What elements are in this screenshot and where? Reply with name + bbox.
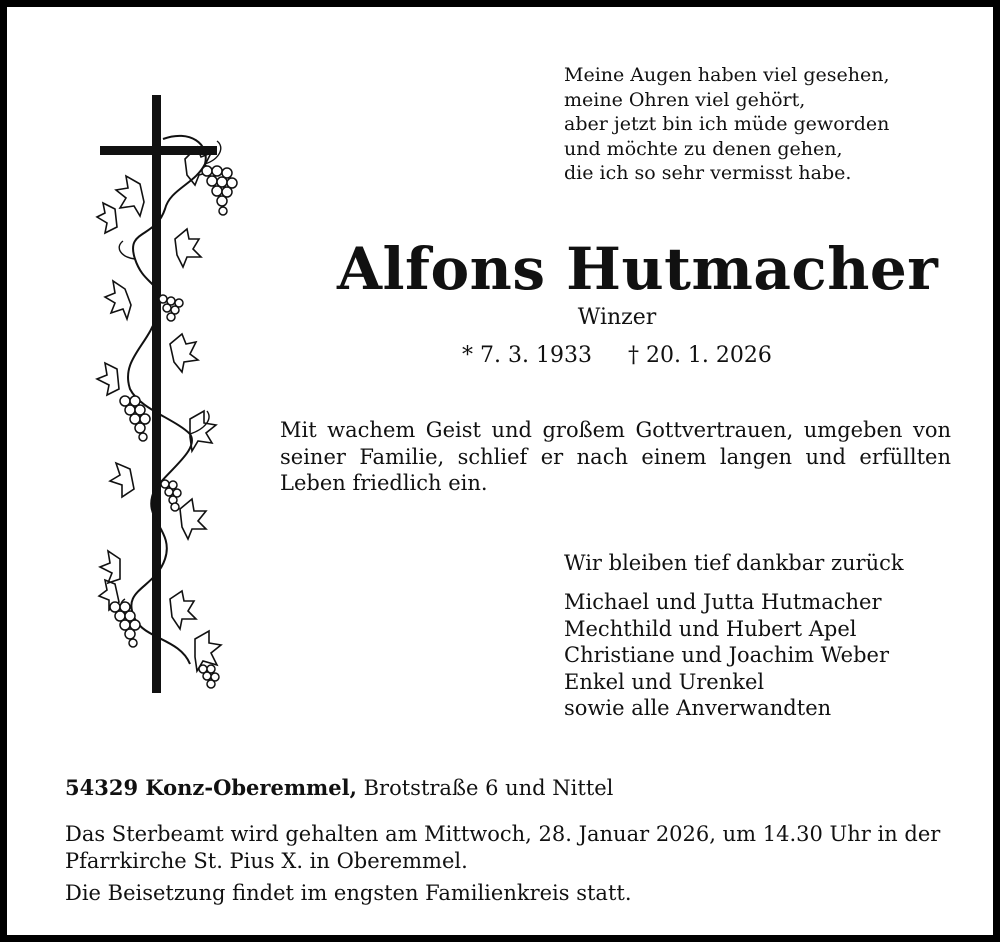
mourner-entry: sowie alle Anverwandten bbox=[564, 696, 832, 720]
address-place: 54329 Konz-Oberemmel, bbox=[65, 775, 357, 800]
deceased-profession: Winzer bbox=[577, 305, 657, 330]
poem-line: aber jetzt bin ich müde geworden bbox=[564, 113, 890, 135]
mourner-entry: Christiane und Joachim Weber bbox=[564, 643, 889, 667]
service-info: Das Sterbeamt wird gehalten am Mittwoch, 28. Januar 2026, um 14.30 Uhr in der Pfarrkirche St. Pius X. in Oberemmel. bbox=[65, 822, 941, 873]
mourners-list bbox=[564, 589, 889, 722]
mourner-entry: Mechthild und Hubert Apel bbox=[564, 616, 857, 641]
poem-line: und möchte zu denen gehen, bbox=[564, 137, 843, 160]
poem bbox=[564, 63, 890, 186]
mourner-entry: Michael und Jutta Hutmacher bbox=[564, 590, 882, 614]
announcement-text: Mit wachem Geist und großem Gottvertrauen, umgeben von seiner Familie, schlief er nach einem langen und erfüllten Leben friedlich ein. bbox=[280, 418, 951, 495]
mourner-entry: Enkel und Urenkel bbox=[564, 669, 765, 694]
thanks-line: Wir bleiben tief dankbar zurück bbox=[564, 551, 904, 575]
address-street: Brotstraße 6 und Nittel bbox=[363, 776, 614, 800]
deceased-name: Alfons Hutmacher bbox=[337, 235, 939, 303]
poem-line: Meine Augen haben viel gesehen, bbox=[564, 64, 890, 86]
death-date: † 20. 1. 2026 bbox=[627, 343, 772, 368]
address bbox=[65, 775, 613, 800]
life-dates bbox=[462, 343, 772, 368]
poem-line: die ich so sehr vermisst habe. bbox=[564, 162, 852, 184]
poem-line: meine Ohren viel gehört, bbox=[564, 88, 806, 111]
birth-date: * 7. 3. 1933 bbox=[462, 343, 592, 368]
burial-info: Die Beisetzung findet im engsten Familienkreis statt. bbox=[65, 881, 632, 905]
cross-with-grapevine-icon bbox=[95, 89, 255, 699]
